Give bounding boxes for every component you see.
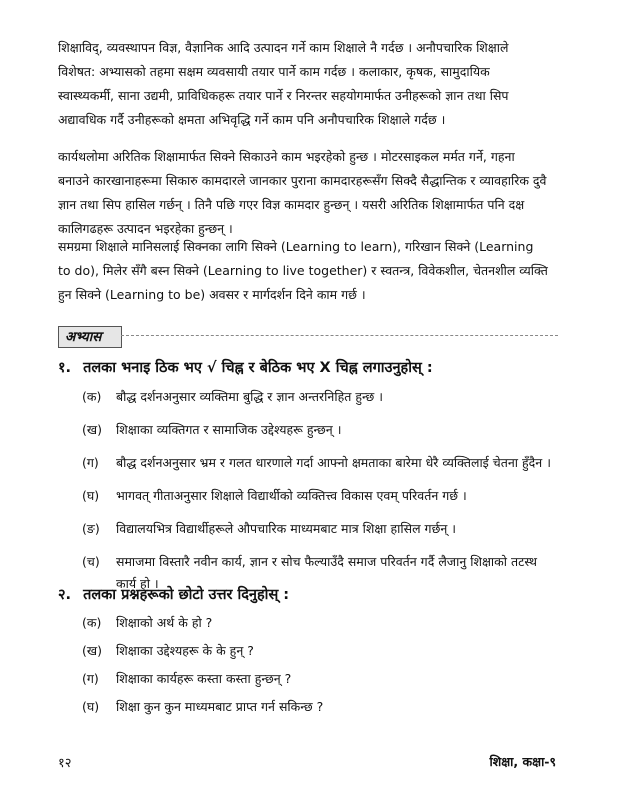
list-item	[82, 696, 552, 718]
list-item	[82, 518, 552, 540]
list-item	[82, 485, 552, 507]
paragraph-nonformal-education: शिक्षाविद्, व्यवस्थापन विज्ञ, वैज्ञानिक आदि उत्पादन गर्ने काम शिक्षाले नै गर्दछ । अनौपचारिक शिक्षाले विशेषत: अभ्यासको तहमा सक्षम व्यवसायी तयार पार्ने काम गर्दछ । कलाकार, कृषक, सामुदायिक स्वास्थ्यकर्मी, साना उद्यमी, प्राविधिकहरू तयार पार्ने र निरन्तर सहयोगमार्फत उनीहरूको ज्ञान तथा सिप अद्यावधिक गर्दै उनीहरूको क्षमता अभिवृद्धि गर्ने काम पनि अनौपचारिक शिक्षाले गर्दछ ।	[58, 40, 509, 127]
section-divider	[121, 335, 558, 336]
item-marker: (ख)	[82, 422, 102, 437]
item-marker: (च)	[82, 554, 100, 569]
paragraph-learning-pillars: समग्रमा शिक्षाले मानिसलाई सिक्नका लागि सिक्ने (Learning to learn), गरिखान सिक्ने (Learning to do), मिलेर सँगै बस्न सिक्ने (Learning to live together) र स्वतन्त्र, विवेकशील, चेतनशील व्यक्ति हुन सिक्ने (Learning to be) अवसर र मार्गदर्शन दिने काम गर्छ ।	[58, 239, 548, 302]
item-marker: (क)	[82, 615, 102, 630]
paragraph-informal-education: कार्यथलोमा अरितिक शिक्षामार्फत सिक्ने सिकाउने काम भइरहेको हुन्छ । मोटरसाइकल मर्मत गर्ने, गहना बनाउने कारखानाहरूमा सिकारु कामदारले जानकार पुराना कामदारहरूसँग सिक्दै सैद्धान्तिक र व्यावहारिक दुवै ज्ञान तथा सिप हासिल गर्छन् । तिनै पछि गएर विज्ञ कामदार हुन्छन् । यसरी अरितिक शिक्षामार्फत पनि दक्ष कालिगढहरू उत्पादन भइरहेका हुन्छन् ।	[58, 149, 547, 236]
list-item	[82, 419, 552, 441]
item-marker: (ग)	[82, 671, 99, 686]
item-text: शिक्षाका व्यक्तिगत र सामाजिक उद्देश्यहरू हुन्छन् ।	[116, 422, 342, 437]
item-marker: (घ)	[82, 699, 100, 714]
section-title: अभ्यास	[65, 329, 102, 345]
page-number: १२	[58, 756, 72, 771]
item-marker: (ङ)	[82, 521, 100, 536]
item-text: बौद्ध दर्शनअनुसार भ्रम र गलत धारणाले गर्दा आफ्नो क्षमताका बारेमा धेरै व्यक्तिलाई चेतना हुँदैन ।	[116, 455, 551, 470]
question-2-heading	[58, 585, 289, 605]
item-marker: (ग)	[82, 455, 99, 470]
book-title: शिक्षा, कक्षा-९	[489, 754, 556, 769]
question-2-number: २.	[58, 587, 72, 603]
item-text: शिक्षाको अर्थ के हो ?	[116, 615, 213, 630]
item-marker: (घ)	[82, 488, 100, 503]
question-2-list	[82, 612, 552, 724]
item-text: समाजमा विस्तारै नवीन कार्य, ज्ञान र सोच फैल्याउँदै समाज परिवर्तन गर्दै लैजानु शिक्षाको तटस्थ कार्य हो ।	[116, 554, 538, 591]
list-item	[82, 452, 552, 474]
item-text: शिक्षा कुन कुन माध्यमबाट प्राप्त गर्न सकिन्छ ?	[116, 699, 324, 714]
item-text: शिक्षाका कार्यहरू कस्ता कस्ता हुन्छन् ?	[116, 671, 292, 686]
list-item	[82, 386, 552, 408]
item-text: बौद्ध दर्शनअनुसार व्यक्तिमा बुद्धि र ज्ञान अन्तरनिहित हुन्छ ।	[116, 389, 384, 404]
question-2-text: तलका प्रश्नहरूको छोटो उत्तर दिनुहोस् :	[83, 587, 290, 603]
question-1-text: तलका भनाइ ठिक भए √ चिह्न र बेठिक भए X चिह्न लगाउनुहोस् :	[83, 360, 433, 376]
question-1-number: १.	[58, 360, 72, 376]
list-item	[82, 640, 552, 662]
list-item	[82, 612, 552, 634]
list-item	[82, 668, 552, 690]
question-1-heading	[58, 358, 433, 378]
item-text: भागवत् गीताअनुसार शिक्षाले विद्यार्थीको व्यक्तित्त्व विकास एवम् परिवर्तन गर्छ ।	[116, 488, 467, 503]
item-text: शिक्षाका उद्देश्यहरू के के हुन् ?	[116, 643, 254, 658]
item-marker: (क)	[82, 389, 102, 404]
item-text: विद्यालयभित्र विद्यार्थीहरूले औपचारिक माध्यमबाट मात्र शिक्षा हासिल गर्छन् ।	[116, 521, 456, 536]
item-marker: (ख)	[82, 643, 102, 658]
section-label-box	[58, 326, 122, 348]
question-1-list	[82, 386, 552, 606]
